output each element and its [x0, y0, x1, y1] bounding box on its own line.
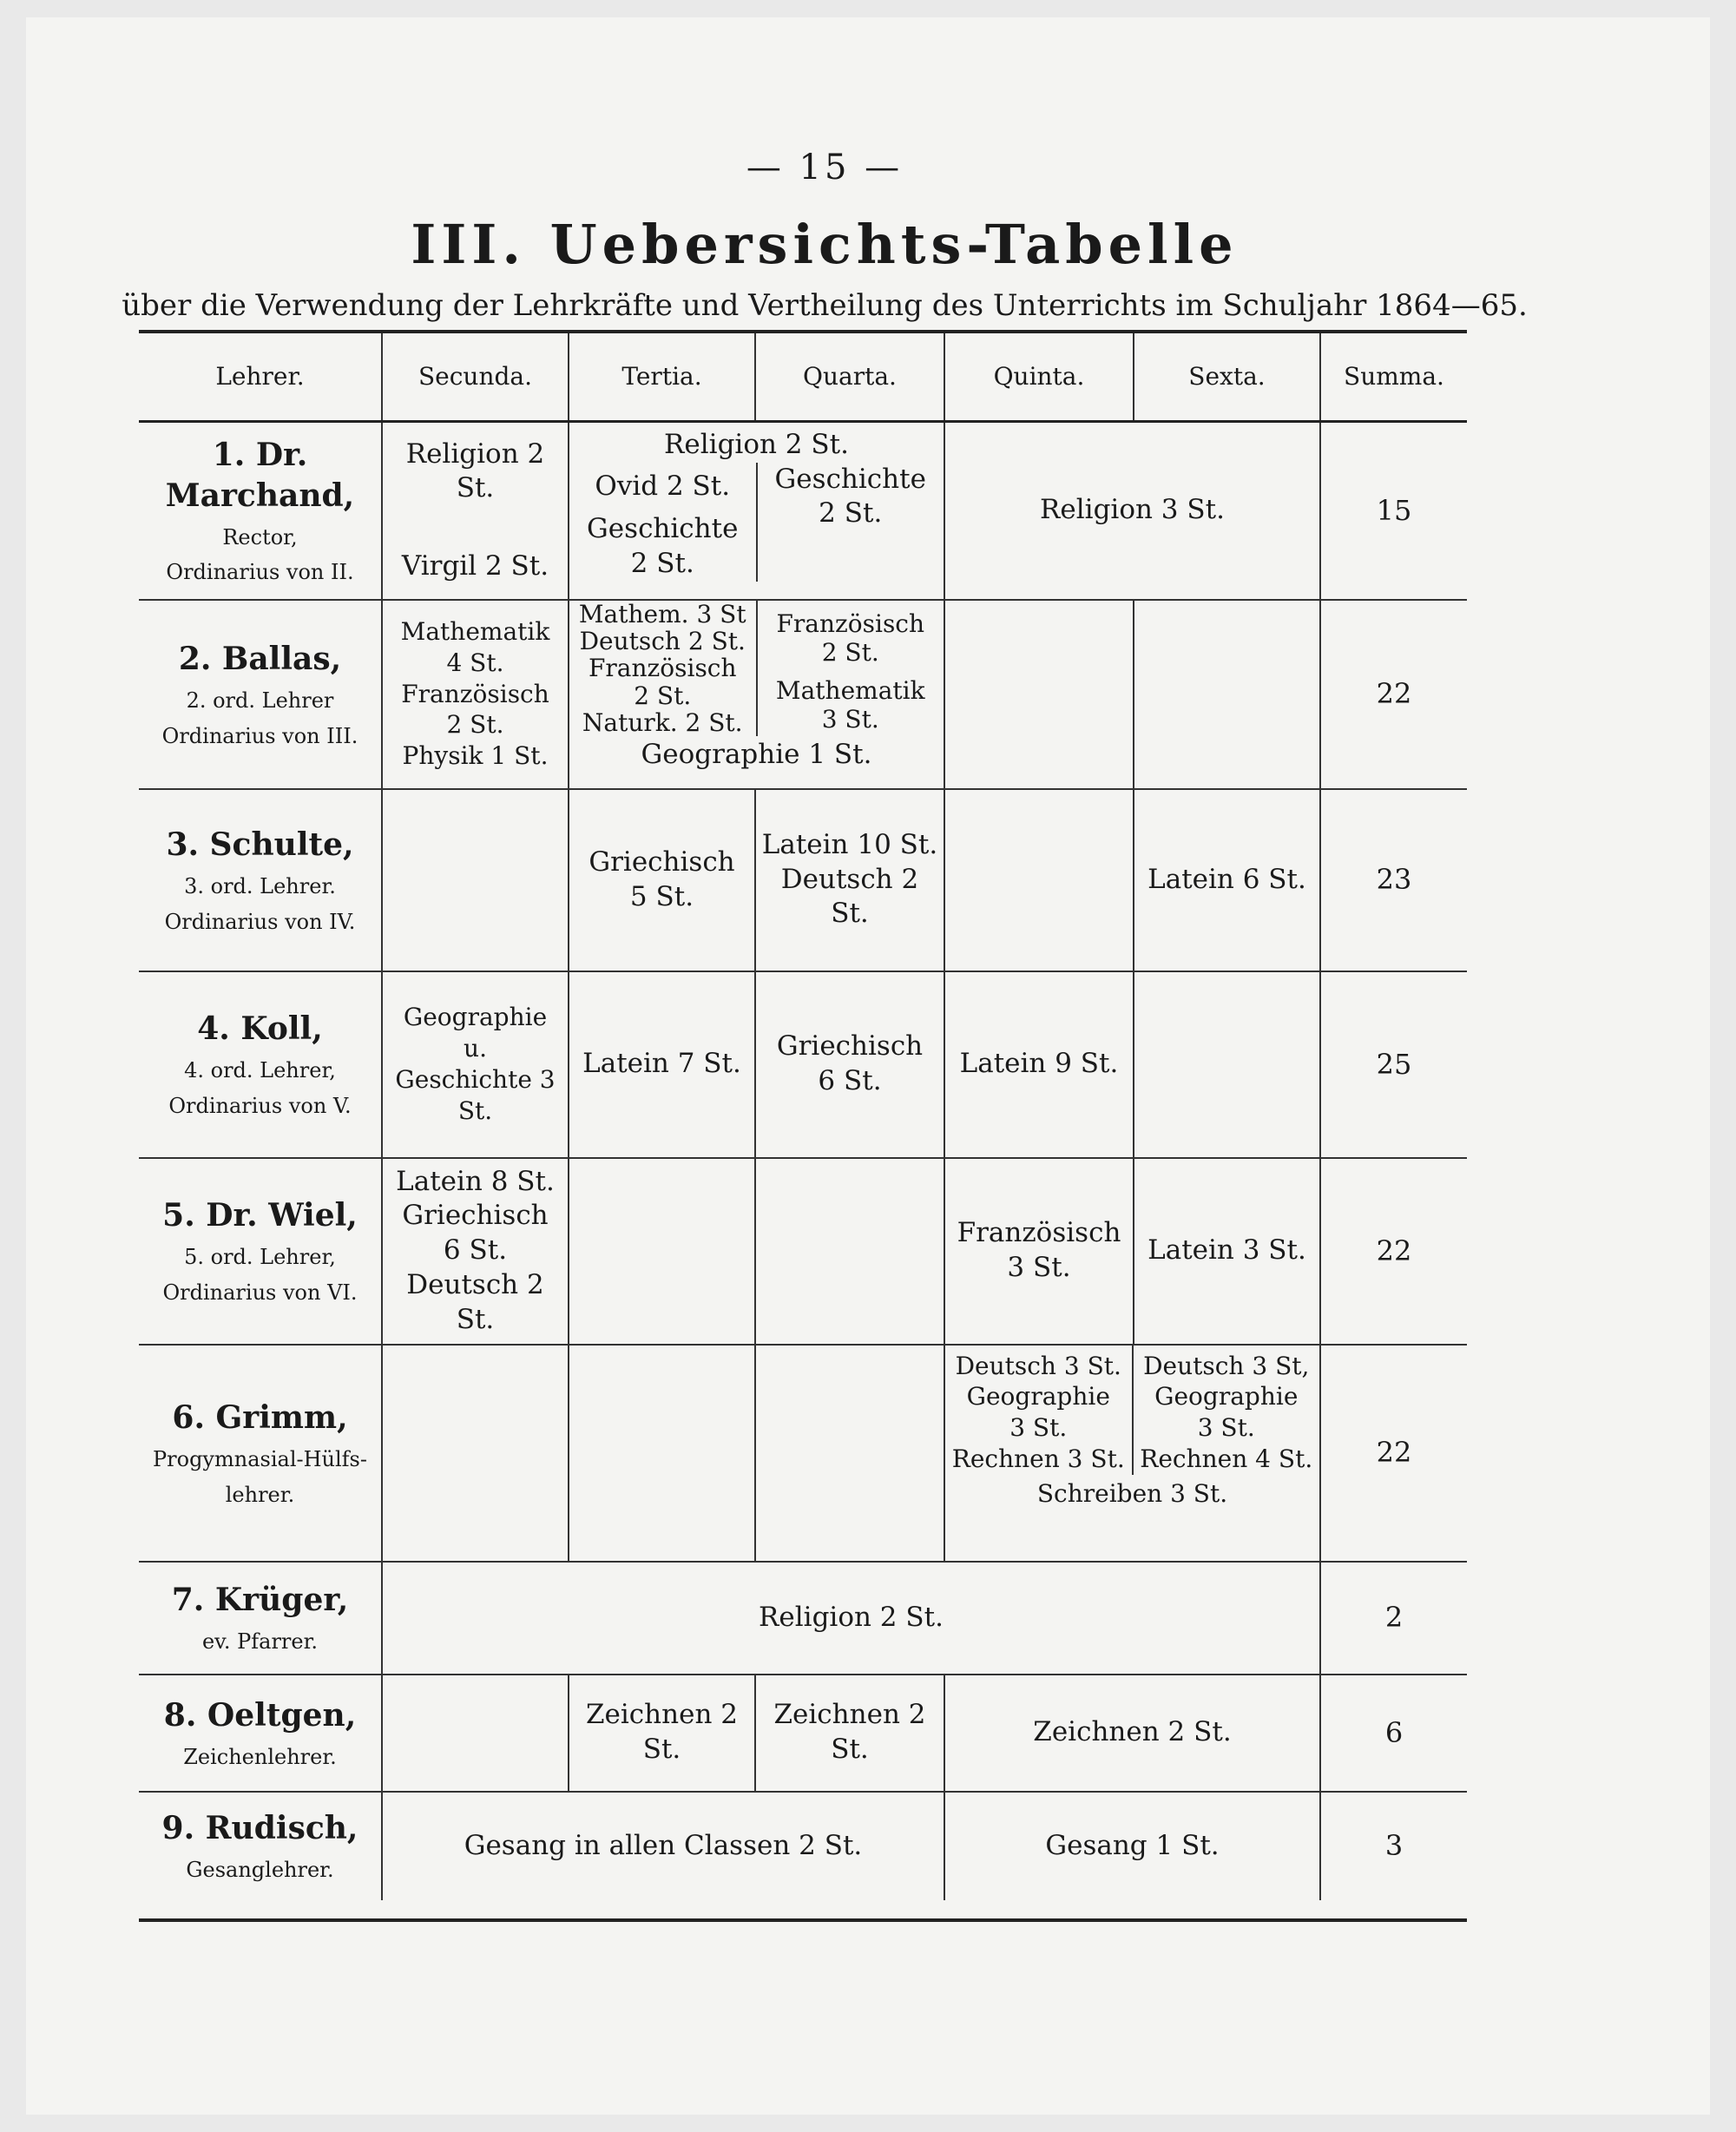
sum-cell: 25: [1320, 971, 1467, 1158]
secunda-cell: [382, 1345, 569, 1562]
quarta-cell: [755, 971, 944, 1158]
teacher-name: 4. Koll,: [197, 1010, 323, 1048]
teacher-name: 7. Krüger,: [171, 1582, 349, 1619]
header-secunda: Secunda.: [382, 333, 569, 422]
teacher-cell: [139, 422, 382, 600]
teacher-ordinarius: Ordinarius von III.: [161, 723, 358, 748]
quarta-cell: [755, 1158, 944, 1345]
secunda-quarta-cell: Gesang in allen Classen 2 St.: [382, 1792, 944, 1900]
secunda-cell: [382, 789, 569, 971]
teacher-role: Zeichenlehrer.: [183, 1744, 337, 1769]
page-number: — 15 —: [746, 148, 904, 188]
lesson: Deutsch 2 St.: [780, 863, 919, 930]
lesson: Physik 1 St.: [402, 741, 549, 771]
table-row: [139, 1158, 1467, 1345]
teacher-cell: [139, 600, 382, 789]
lesson: Latein 10 St.: [761, 828, 938, 860]
lesson: Französisch: [588, 654, 737, 683]
teacher-ordinarius: Ordinarius von IV.: [164, 909, 356, 934]
lesson: Mathematik: [400, 616, 550, 646]
document-page: [26, 17, 1710, 2115]
teacher-cell: [139, 971, 382, 1158]
sexta-cell: [1134, 600, 1320, 789]
quinta-sexta-cell: Religion 3 St.: [944, 422, 1320, 600]
secunda-cell: [382, 1158, 569, 1345]
tertia-quarta-cell: [569, 600, 944, 789]
lesson: Latein 6 St.: [1147, 863, 1306, 895]
table-row: [139, 1562, 1467, 1675]
teacher-name: 3. Schulte,: [166, 826, 354, 863]
table-row: [139, 600, 1467, 789]
overview-table: [139, 333, 1467, 1900]
teacher-ordinarius: lehrer.: [225, 1482, 295, 1507]
tertia-quarta-cell: [569, 422, 944, 600]
lesson-span: Religion 2 St.: [664, 429, 849, 460]
table-row: [139, 971, 1467, 1158]
lesson: Deutsch 3 St,: [1143, 1351, 1310, 1380]
lesson: 6 St.: [443, 1234, 508, 1267]
quinta-cell: [944, 789, 1134, 971]
teacher-name: 2. Ballas,: [178, 640, 342, 677]
table-row: [139, 1675, 1467, 1792]
secunda-cell: [382, 600, 569, 789]
teacher-role: Rector,: [222, 524, 298, 549]
lesson: Naturk. 2 St.: [582, 707, 743, 737]
lesson: 3 St.: [1009, 1413, 1068, 1443]
sum-cell: 22: [1320, 600, 1467, 789]
teacher-role: 2. ord. Lehrer: [186, 688, 334, 713]
lesson: Französisch: [957, 1217, 1121, 1249]
teacher-role: Gesanglehrer.: [186, 1858, 334, 1883]
lesson: Religion 2 St.: [405, 438, 545, 504]
lesson: 2 St.: [446, 710, 504, 740]
quinta-sexta-cell: Zeichnen 2 St.: [944, 1675, 1320, 1792]
lesson: Geschichte: [587, 513, 739, 545]
lesson: 3 St.: [821, 705, 879, 734]
lesson-span: Geographie 1 St.: [641, 739, 872, 771]
sexta-cell: [1134, 971, 1320, 1158]
teacher-name: 6. Grimm,: [172, 1398, 348, 1436]
teacher-cell: [139, 1562, 382, 1675]
lesson: 2 St.: [819, 497, 883, 530]
lesson: Französisch: [401, 679, 549, 708]
lesson: Griechisch: [402, 1200, 549, 1232]
teacher-role: 5. ord. Lehrer,: [184, 1245, 336, 1270]
lesson-span: Schreiben 3 St.: [1036, 1478, 1228, 1508]
lesson: 4 St.: [446, 648, 504, 677]
header-sexta: Sexta.: [1134, 333, 1320, 422]
all-classes-cell: Religion 2 St.: [382, 1562, 1320, 1675]
lesson: 3 St.: [1197, 1413, 1255, 1443]
lesson: 2 St.: [630, 548, 694, 580]
lesson: Geographie u.: [403, 1003, 548, 1063]
lesson: Geographie: [966, 1382, 1110, 1411]
quinta-cell: [944, 971, 1134, 1158]
secunda-cell: [382, 422, 569, 600]
header-tertia: Tertia.: [569, 333, 755, 422]
tertia-cell: [569, 1158, 755, 1345]
lesson: Geschichte: [774, 463, 926, 495]
table-row: [139, 422, 1467, 600]
document-title: III. Uebersichts-Tabelle: [411, 213, 1239, 276]
teacher-cell: [139, 1792, 382, 1900]
table-row: [139, 1345, 1467, 1562]
tertia-cell: [569, 971, 755, 1158]
lesson: 6 St.: [818, 1065, 882, 1096]
lesson: Ovid 2 St.: [595, 470, 731, 502]
teacher-cell: [139, 1345, 382, 1562]
lesson: Rechnen 3 St.: [951, 1444, 1125, 1473]
header-summa: Summa.: [1320, 333, 1467, 422]
document-subtitle: über die Verwendung der Lehrkräfte und Vertheilung des Unterrichts im Schuljahr 1864—65.: [122, 288, 1528, 323]
sum-cell: 3: [1320, 1792, 1467, 1900]
lesson: Mathematik: [775, 675, 925, 705]
sum-cell: 15: [1320, 422, 1467, 600]
teacher-cell: [139, 1158, 382, 1345]
teacher-name: 5. Dr. Wiel,: [162, 1197, 358, 1234]
secunda-cell: [382, 971, 569, 1158]
teacher-ordinarius: Ordinarius von V.: [168, 1094, 352, 1119]
quinta-cell: [944, 600, 1134, 789]
teacher-ordinarius: Ordinarius von VI.: [162, 1280, 358, 1306]
teacher-cell: [139, 789, 382, 971]
quarta-cell: [755, 789, 944, 971]
tertia-cell: Zeichnen 2 St.: [569, 1675, 755, 1792]
lesson: Geschichte 3 St.: [395, 1065, 556, 1125]
lesson: 3 St.: [1007, 1252, 1071, 1283]
teacher-role: ev. Pfarrer.: [201, 1629, 319, 1655]
table-row: [139, 789, 1467, 971]
lesson: Deutsch 2 St.: [406, 1268, 544, 1335]
sum-cell: 22: [1320, 1345, 1467, 1562]
header-lehrer: Lehrer.: [139, 333, 382, 422]
sum-cell: 22: [1320, 1158, 1467, 1345]
header-row: [139, 333, 1467, 422]
lesson: Griechisch: [776, 1030, 924, 1063]
lesson: Latein 3 St.: [1147, 1234, 1306, 1267]
lesson: Deutsch 2 St.: [579, 626, 746, 655]
secunda-cell: [382, 1675, 569, 1792]
lesson: Mathem. 3 St: [578, 599, 746, 628]
quarta-cell: [755, 1345, 944, 1562]
lesson: Latein 8 St.: [396, 1165, 555, 1197]
sexta-cell: [1134, 1158, 1320, 1345]
teacher-role: 4. ord. Lehrer,: [184, 1058, 336, 1083]
lesson: Latein 9 St.: [959, 1048, 1119, 1080]
quinta-cell: [944, 1158, 1134, 1345]
lesson: Geographie: [1154, 1382, 1299, 1411]
teacher-name: 8. Oeltgen,: [163, 1696, 357, 1734]
lesson: Rechnen 4 St.: [1140, 1444, 1313, 1473]
lesson: 2 St.: [821, 638, 879, 668]
quinta-sexta-cell: [944, 1345, 1320, 1562]
sum-cell: 6: [1320, 1675, 1467, 1792]
table-row: [139, 1792, 1467, 1900]
lesson: 5 St.: [629, 880, 694, 912]
sexta-cell: [1134, 789, 1320, 971]
teacher-role: Progymnasial-Hülfs-: [153, 1446, 367, 1471]
lesson: Latein 7 St.: [582, 1048, 741, 1080]
lesson: Deutsch 3 St.: [955, 1351, 1121, 1380]
quarta-cell: Zeichnen 2 St.: [755, 1675, 944, 1792]
bottom-rule: [139, 1918, 1467, 1922]
tertia-cell: [569, 789, 755, 971]
sum-cell: 23: [1320, 789, 1467, 971]
header-quinta: Quinta.: [944, 333, 1134, 422]
lesson: 2 St.: [634, 681, 692, 710]
lesson: Griechisch: [589, 846, 735, 878]
teacher-ordinarius: Ordinarius von II.: [166, 560, 354, 585]
tertia-cell: [569, 1345, 755, 1562]
teacher-name: 9. Rudisch,: [161, 1810, 358, 1847]
header-quarta: Quarta.: [755, 333, 944, 422]
lesson: Französisch: [776, 609, 925, 638]
lesson: Virgil 2 St.: [401, 550, 549, 582]
teacher-role: 3. ord. Lehrer.: [184, 873, 336, 898]
teacher-cell: [139, 1675, 382, 1792]
quinta-sexta-cell: Gesang 1 St.: [944, 1792, 1320, 1900]
teacher-name: 1. Dr. Marchand,: [165, 437, 355, 514]
sum-cell: 2: [1320, 1562, 1467, 1675]
